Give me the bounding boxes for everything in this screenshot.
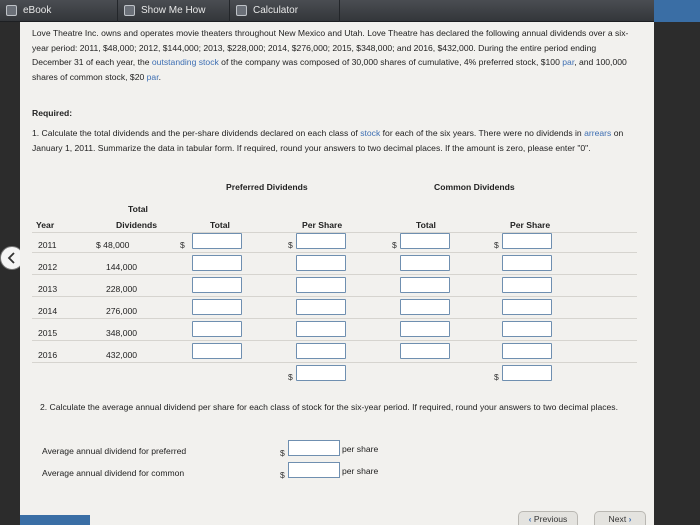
- preferred-total-input-2016[interactable]: [192, 343, 242, 359]
- dividends-cell: 348,000: [106, 328, 138, 338]
- common-per-share-input-2015[interactable]: [502, 321, 552, 337]
- common-total-input-2012[interactable]: [400, 255, 450, 271]
- q1-text-3: on January 1, 2011. Summarize the data in tabular form. If required, round your answers to two decimal places. If the amount is zero, please enter "0".: [32, 128, 624, 153]
- book-icon: [6, 5, 17, 16]
- q1-text: 1. Calculate the total dividends and the per-share dividends declared on each class of: [32, 128, 361, 138]
- per-share-label: per share: [342, 466, 379, 476]
- question-2: 2. Calculate the average annual dividend per share for each class of stock for the six-year period. If required, round your answers to two decimal places.: [40, 402, 618, 412]
- row-divider: [32, 296, 637, 297]
- preferred-per-share-total-input[interactable]: [296, 365, 346, 381]
- row-divider: [32, 274, 637, 275]
- preferred-per-share-input-2014[interactable]: [296, 299, 346, 315]
- currency-sign: $: [288, 240, 293, 250]
- toolbar-accent: [654, 0, 700, 22]
- chevron-right-icon: ›: [628, 514, 632, 524]
- row-divider: [32, 362, 637, 363]
- calculator-label: Calculator: [253, 5, 299, 16]
- avg-preferred-input[interactable]: [288, 440, 340, 456]
- common-total-input-2011[interactable]: [400, 233, 450, 249]
- top-toolbar: [0, 0, 700, 22]
- next-label: Next: [608, 514, 627, 524]
- currency-sign: $: [494, 372, 499, 382]
- previous-label: Previous: [533, 514, 568, 524]
- year-cell: 2012: [38, 262, 58, 272]
- play-icon: [124, 5, 135, 16]
- dividends-cell: 432,000: [106, 350, 138, 360]
- common-total-header: Total: [416, 220, 436, 230]
- common-per-share-input-2013[interactable]: [502, 277, 552, 293]
- problem-page: [20, 22, 654, 525]
- common-total-input-2013[interactable]: [400, 277, 450, 293]
- preferred-per-share-header: Per Share: [302, 220, 343, 230]
- common-per-share-header: Per Share: [510, 220, 551, 230]
- arrears-link[interactable]: arrears: [584, 128, 612, 138]
- row-divider: [32, 252, 637, 253]
- preferred-total-input-2013[interactable]: [192, 277, 242, 293]
- calculator-icon: [236, 5, 247, 16]
- currency-sign: $: [288, 372, 293, 382]
- intro-text: Love Theatre Inc. owns and operates movie theaters throughout New Mexico and Utah. Love Theatre has declared the following annual dividends over a six-year period: 2011, $48,000; 2012, $144,000; 2013, $228,000; 2014, $276,000; 2015, $348,000; and 2016, $432,000. During the entire period ending December 31 of each year, the: [32, 28, 629, 67]
- ebook-button[interactable]: [0, 0, 118, 22]
- dividends-cell: 228,000: [106, 284, 138, 294]
- preferred-total-header: Total: [210, 220, 230, 230]
- show-me-how-label: Show Me How: [141, 5, 206, 16]
- preferred-per-share-input-2012[interactable]: [296, 255, 346, 271]
- preferred-per-share-input-2011[interactable]: [296, 233, 346, 249]
- preferred-per-share-input-2015[interactable]: [296, 321, 346, 337]
- intro-text-2: of the company was composed of 30,000 shares of cumulative, 4% preferred stock, $100: [218, 57, 563, 67]
- common-per-share-input-2012[interactable]: [502, 255, 552, 271]
- outstanding-stock-link[interactable]: outstanding stock: [151, 57, 219, 67]
- chevron-left-icon: [6, 252, 18, 264]
- per-share-label: per share: [342, 444, 379, 454]
- problem-intro: [32, 26, 636, 84]
- required-heading: Required:: [32, 108, 73, 118]
- stock-link[interactable]: stock: [360, 128, 381, 138]
- currency-sign: $: [392, 240, 397, 250]
- common-total-input-2016[interactable]: [400, 343, 450, 359]
- row-divider: [32, 318, 637, 319]
- row-divider: [32, 340, 637, 341]
- previous-button[interactable]: [518, 511, 578, 525]
- currency-sign: $: [280, 448, 285, 458]
- common-per-share-input-2016[interactable]: [502, 343, 552, 359]
- ebook-label: eBook: [23, 5, 52, 16]
- year-header: Year: [36, 220, 55, 230]
- common-per-share-total-input[interactable]: [502, 365, 552, 381]
- year-cell: 2011: [38, 240, 57, 250]
- currency-sign: $: [494, 240, 499, 250]
- preferred-total-input-2011[interactable]: [192, 233, 242, 249]
- preferred-per-share-input-2016[interactable]: [296, 343, 346, 359]
- currency-sign: $: [180, 240, 185, 250]
- common-per-share-input-2014[interactable]: [502, 299, 552, 315]
- year-cell: 2014: [38, 306, 58, 316]
- calculator-button[interactable]: [230, 0, 340, 22]
- preferred-dividends-header: Preferred Dividends: [226, 182, 308, 192]
- currency-sign: $: [280, 470, 285, 480]
- common-per-share-input-2011[interactable]: [502, 233, 552, 249]
- par-link-2[interactable]: par: [146, 71, 159, 82]
- year-cell: 2016: [38, 350, 58, 360]
- preferred-total-input-2014[interactable]: [192, 299, 242, 315]
- intro-text-3: , and 100,000 shares of common stock, $20: [32, 57, 627, 82]
- total-dividends-header-2: Dividends: [116, 220, 158, 230]
- year-cell: 2015: [38, 328, 58, 338]
- dividends-cell: 276,000: [106, 306, 138, 316]
- show-me-how-button[interactable]: [118, 0, 230, 22]
- dividends-cell: 144,000: [106, 262, 138, 272]
- total-dividends-header-1: Total: [128, 204, 148, 214]
- preferred-total-input-2012[interactable]: [192, 255, 242, 271]
- avg-common-label: Average annual dividend for common: [42, 468, 185, 478]
- avg-preferred-label: Average annual dividend for preferred: [42, 446, 187, 456]
- chevron-left-icon: ‹: [528, 514, 532, 524]
- preferred-total-input-2015[interactable]: [192, 321, 242, 337]
- par-link[interactable]: par: [562, 57, 575, 67]
- q1-text-2: for each of the six years. There were no dividends in: [380, 128, 585, 138]
- common-dividends-header: Common Dividends: [434, 182, 515, 192]
- next-button[interactable]: [594, 511, 646, 525]
- bottom-accent-bar: [20, 515, 90, 525]
- common-total-input-2015[interactable]: [400, 321, 450, 337]
- question-1: [32, 126, 636, 155]
- intro-text-4: .: [158, 71, 161, 82]
- common-total-input-2014[interactable]: [400, 299, 450, 315]
- year-cell: 2013: [38, 284, 58, 294]
- avg-common-input[interactable]: [288, 462, 340, 478]
- preferred-per-share-input-2013[interactable]: [296, 277, 346, 293]
- dividends-cell: $ 48,000: [96, 240, 130, 250]
